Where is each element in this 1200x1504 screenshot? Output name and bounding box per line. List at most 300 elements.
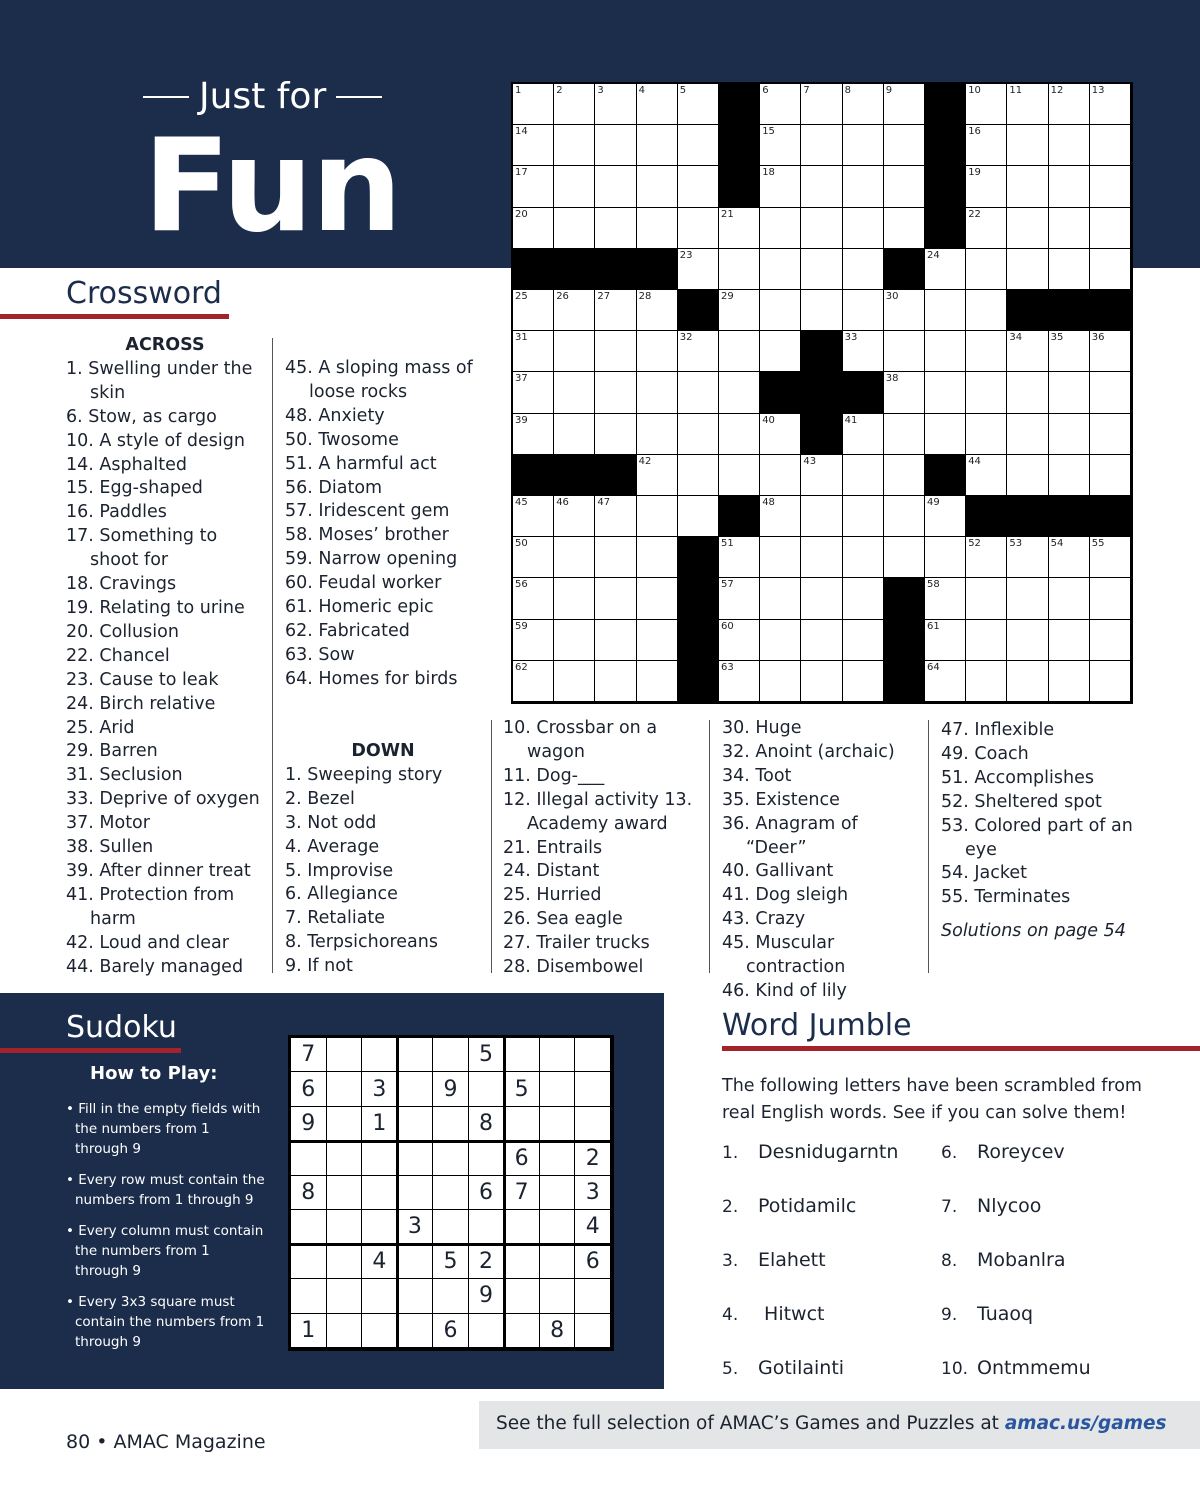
crossword-cell[interactable] [1007, 84, 1048, 125]
crossword-cell[interactable] [554, 414, 595, 455]
sudoku-empty-cell[interactable] [575, 1107, 611, 1141]
crossword-cell[interactable] [513, 372, 554, 413]
crossword-cell[interactable] [801, 166, 842, 207]
crossword-black-square [678, 290, 719, 331]
sudoku-empty-cell[interactable] [433, 1141, 469, 1175]
crossword-cell[interactable] [884, 125, 925, 166]
crossword-cell[interactable] [966, 537, 1007, 578]
crossword-cell[interactable] [843, 537, 884, 578]
sudoku-empty-cell[interactable] [504, 1210, 540, 1244]
crossword-clue-number: 44 [968, 455, 981, 467]
crossword-clue-number: 4 [638, 85, 645, 96]
crossword-cell[interactable] [801, 125, 842, 166]
crossword-cell[interactable] [925, 331, 966, 372]
crossword-cell[interactable] [1090, 208, 1131, 249]
crossword-cell[interactable] [554, 290, 595, 331]
crossword-cell[interactable] [719, 455, 760, 496]
crossword-cell[interactable] [966, 661, 1007, 702]
crossword-cell[interactable] [678, 249, 719, 290]
header-kicker [143, 76, 382, 117]
crossword-cell[interactable] [884, 414, 925, 455]
crossword-cell[interactable] [1090, 414, 1131, 455]
crossword-cell[interactable] [513, 290, 554, 331]
sudoku-empty-cell[interactable] [327, 1314, 363, 1348]
sudoku-empty-cell[interactable] [540, 1210, 576, 1244]
sudoku-empty-cell[interactable] [398, 1072, 434, 1106]
across-clues-column-1 [66, 334, 264, 979]
crossword-cell[interactable] [719, 249, 760, 290]
crossword-cell[interactable] [925, 372, 966, 413]
crossword-cell[interactable] [1090, 537, 1131, 578]
sudoku-empty-cell[interactable] [398, 1107, 434, 1141]
crossword-cell[interactable] [513, 84, 554, 125]
sudoku-empty-cell[interactable] [469, 1141, 505, 1175]
crossword-cell[interactable] [801, 661, 842, 702]
crossword-cell[interactable] [1007, 578, 1048, 619]
crossword-cell[interactable] [1049, 414, 1090, 455]
crossword-cell[interactable] [719, 620, 760, 661]
sudoku-empty-cell[interactable] [327, 1038, 363, 1072]
sudoku-empty-cell[interactable] [575, 1314, 611, 1348]
sudoku-empty-cell[interactable] [469, 1314, 505, 1348]
crossword-cell[interactable] [595, 166, 636, 207]
sudoku-empty-cell[interactable] [398, 1038, 434, 1072]
crossword-cell[interactable] [595, 372, 636, 413]
crossword-cell[interactable] [678, 372, 719, 413]
sudoku-empty-cell[interactable] [433, 1038, 469, 1072]
crossword-cell[interactable] [966, 166, 1007, 207]
crossword-cell[interactable] [966, 125, 1007, 166]
sudoku-empty-cell[interactable] [291, 1141, 327, 1175]
crossword-cell[interactable] [801, 496, 842, 537]
crossword-cell[interactable] [925, 578, 966, 619]
crossword-cell[interactable] [1049, 372, 1090, 413]
crossword-cell[interactable] [678, 331, 719, 372]
sudoku-given-cell: 9 [469, 1279, 505, 1313]
crossword-cell[interactable] [925, 290, 966, 331]
across-clue: 29. Barren [66, 741, 158, 762]
crossword-cell[interactable] [1090, 578, 1131, 619]
sudoku-given-cell: 3 [362, 1072, 398, 1106]
crossword-cell[interactable] [843, 578, 884, 619]
crossword-cell[interactable] [884, 331, 925, 372]
crossword-cell[interactable] [1090, 661, 1131, 702]
jumble-scrambled-word: Desnidugarntn [758, 1141, 899, 1163]
crossword-cell[interactable] [513, 414, 554, 455]
sudoku-given-cell: 4 [362, 1245, 398, 1279]
crossword-cell[interactable] [966, 208, 1007, 249]
sudoku-empty-cell[interactable] [540, 1279, 576, 1313]
crossword-cell[interactable] [884, 84, 925, 125]
kicker-dash-right [336, 96, 382, 98]
sudoku-given-cell: 6 [575, 1245, 611, 1279]
sudoku-empty-cell[interactable] [327, 1279, 363, 1313]
crossword-cell[interactable] [760, 620, 801, 661]
crossword-cell[interactable] [760, 84, 801, 125]
sudoku-empty-cell[interactable] [327, 1141, 363, 1175]
crossword-cell[interactable] [554, 620, 595, 661]
column-divider [928, 720, 929, 973]
crossword-cell[interactable] [513, 166, 554, 207]
sudoku-given-cell: 6 [469, 1176, 505, 1210]
sudoku-empty-cell[interactable] [469, 1210, 505, 1244]
sudoku-empty-cell[interactable] [327, 1210, 363, 1244]
crossword-cell[interactable] [637, 496, 678, 537]
crossword-cell[interactable] [760, 125, 801, 166]
crossword-cell[interactable] [925, 661, 966, 702]
crossword-clue-number: 23 [679, 249, 693, 261]
crossword-cell[interactable] [1049, 249, 1090, 290]
crossword-cell[interactable] [554, 496, 595, 537]
crossword-clue-number: 24 [927, 249, 940, 261]
crossword-cell[interactable] [1090, 620, 1131, 661]
crossword-cell[interactable] [843, 125, 884, 166]
crossword-cell[interactable] [1007, 125, 1048, 166]
crossword-cell[interactable] [843, 290, 884, 331]
sudoku-empty-cell[interactable] [327, 1245, 363, 1279]
down-clue: 54. Jacket [941, 863, 1028, 884]
sudoku-empty-cell[interactable] [433, 1279, 469, 1313]
crossword-cell[interactable] [760, 496, 801, 537]
crossword-clue-number: 53 [1009, 538, 1023, 550]
sudoku-empty-cell[interactable] [540, 1176, 576, 1210]
crossword-cell[interactable] [554, 125, 595, 166]
crossword-cell[interactable] [1007, 166, 1048, 207]
crossword-cell[interactable] [843, 496, 884, 537]
sudoku-empty-cell[interactable] [398, 1279, 434, 1313]
crossword-cell[interactable] [1007, 208, 1048, 249]
crossword-cell[interactable] [678, 496, 719, 537]
jumble-item [941, 1357, 1091, 1379]
crossword-cell[interactable] [925, 249, 966, 290]
crossword-cell[interactable] [1049, 661, 1090, 702]
crossword-cell[interactable] [966, 372, 1007, 413]
sudoku-empty-cell[interactable] [327, 1107, 363, 1141]
sudoku-empty-cell[interactable] [291, 1245, 327, 1279]
crossword-cell[interactable] [678, 455, 719, 496]
crossword-cell[interactable] [678, 84, 719, 125]
sudoku-empty-cell[interactable] [433, 1176, 469, 1210]
sudoku-empty-cell[interactable] [362, 1141, 398, 1175]
crossword-cell[interactable] [637, 620, 678, 661]
crossword-cell[interactable] [925, 620, 966, 661]
sudoku-empty-cell[interactable] [291, 1210, 327, 1244]
crossword-cell[interactable] [595, 578, 636, 619]
sudoku-box-divider [291, 1243, 611, 1246]
crossword-cell[interactable] [884, 372, 925, 413]
crossword-cell[interactable] [1090, 455, 1131, 496]
crossword-cell[interactable] [966, 290, 1007, 331]
games-link[interactable]: amac.us/games [1004, 1413, 1167, 1434]
crossword-cell[interactable] [801, 208, 842, 249]
crossword-cell[interactable] [884, 537, 925, 578]
crossword-cell[interactable] [1049, 620, 1090, 661]
crossword-clue-number: 35 [1050, 332, 1064, 344]
crossword-cell[interactable] [1007, 620, 1048, 661]
crossword-cell[interactable] [513, 620, 554, 661]
sudoku-empty-cell[interactable] [433, 1107, 469, 1141]
header-title: Fun [143, 112, 401, 261]
jumble-item-number: 4. [722, 1305, 739, 1325]
crossword-cell[interactable] [678, 208, 719, 249]
down-clue: 24. Distant [503, 861, 600, 882]
crossword-cell[interactable] [554, 537, 595, 578]
crossword-cell[interactable] [595, 496, 636, 537]
sudoku-given-cell: 6 [433, 1314, 469, 1348]
sudoku-empty-cell[interactable] [433, 1210, 469, 1244]
sudoku-empty-cell[interactable] [362, 1210, 398, 1244]
crossword-clue-number: 36 [1091, 332, 1105, 344]
crossword-cell[interactable] [678, 125, 719, 166]
crossword-cell[interactable] [595, 84, 636, 125]
crossword-cell[interactable] [595, 290, 636, 331]
crossword-cell[interactable] [1090, 84, 1131, 125]
crossword-cell[interactable] [513, 661, 554, 702]
crossword-cell[interactable] [884, 208, 925, 249]
crossword-cell[interactable] [801, 537, 842, 578]
crossword-cell[interactable] [595, 208, 636, 249]
crossword-cell[interactable] [719, 661, 760, 702]
down-clue: 45. Muscular contraction [722, 933, 846, 978]
crossword-cell[interactable] [884, 455, 925, 496]
crossword-cell[interactable] [1049, 537, 1090, 578]
crossword-cell[interactable] [637, 661, 678, 702]
crossword-clue-number: 9 [885, 85, 893, 96]
sudoku-empty-cell[interactable] [575, 1072, 611, 1106]
crossword-cell[interactable] [719, 331, 760, 372]
across-clue: 38. Sullen [66, 837, 154, 858]
down-clues-column-3 [722, 717, 922, 1004]
crossword-black-square [801, 331, 842, 372]
crossword-cell[interactable] [554, 661, 595, 702]
down-clues-column-4 [941, 719, 1141, 944]
crossword-cell[interactable] [719, 537, 760, 578]
crossword-cell[interactable] [1007, 372, 1048, 413]
crossword-black-square [513, 455, 554, 496]
sudoku-empty-cell[interactable] [540, 1245, 576, 1279]
down-clue: 25. Hurried [503, 885, 602, 906]
crossword-clue-number: 49 [927, 497, 940, 508]
crossword-cell[interactable] [719, 578, 760, 619]
crossword-cell[interactable] [595, 331, 636, 372]
crossword-black-square [719, 84, 760, 125]
crossword-cell[interactable] [1090, 331, 1131, 372]
crossword-black-square [925, 166, 966, 207]
crossword-cell[interactable] [637, 290, 678, 331]
crossword-cell[interactable] [760, 455, 801, 496]
crossword-cell[interactable] [637, 578, 678, 619]
sudoku-empty-cell[interactable] [362, 1279, 398, 1313]
crossword-cell[interactable] [760, 331, 801, 372]
crossword-cell[interactable] [1090, 166, 1131, 207]
crossword-cell[interactable] [637, 455, 678, 496]
crossword-cell[interactable] [1090, 372, 1131, 413]
crossword-cell[interactable] [1049, 125, 1090, 166]
crossword-cell[interactable] [637, 537, 678, 578]
crossword-cell[interactable] [884, 166, 925, 207]
sudoku-given-cell: 2 [575, 1141, 611, 1175]
jumble-item [941, 1195, 1041, 1217]
crossword-cell[interactable] [1090, 249, 1131, 290]
crossword-cell[interactable] [1090, 125, 1131, 166]
crossword-cell[interactable] [801, 290, 842, 331]
sudoku-empty-cell[interactable] [362, 1038, 398, 1072]
crossword-cell[interactable] [843, 414, 884, 455]
crossword-cell[interactable] [554, 166, 595, 207]
crossword-cell[interactable] [1007, 331, 1048, 372]
crossword-clue-number: 22 [968, 208, 981, 220]
crossword-cell[interactable] [1049, 84, 1090, 125]
crossword-cell[interactable] [719, 208, 760, 249]
sudoku-empty-cell[interactable] [362, 1314, 398, 1348]
crossword-cell[interactable] [554, 331, 595, 372]
crossword-cell[interactable] [843, 620, 884, 661]
crossword-cell[interactable] [801, 84, 842, 125]
crossword-cell[interactable] [966, 249, 1007, 290]
crossword-cell[interactable] [595, 537, 636, 578]
crossword-cell[interactable] [1049, 578, 1090, 619]
crossword-cell[interactable] [1049, 455, 1090, 496]
sudoku-empty-cell[interactable] [575, 1038, 611, 1072]
crossword-cell[interactable] [595, 661, 636, 702]
down-clue: 27. Trailer trucks [503, 933, 650, 954]
crossword-cell[interactable] [884, 496, 925, 537]
across-clue: 20. Collusion [66, 621, 179, 642]
jumble-scrambled-word: Roreycev [977, 1141, 1065, 1163]
crossword-cell[interactable] [801, 620, 842, 661]
crossword-cell[interactable] [843, 208, 884, 249]
crossword-cell[interactable] [925, 537, 966, 578]
jumble-item-number: 3. [722, 1251, 739, 1271]
crossword-cell[interactable] [843, 84, 884, 125]
crossword-cell[interactable] [678, 166, 719, 207]
crossword-cell[interactable] [678, 414, 719, 455]
sudoku-empty-cell[interactable] [504, 1245, 540, 1279]
crossword-cell[interactable] [1049, 331, 1090, 372]
sudoku-empty-cell[interactable] [398, 1314, 434, 1348]
crossword-cell[interactable] [760, 166, 801, 207]
crossword-cell[interactable] [843, 331, 884, 372]
crossword-black-square [925, 208, 966, 249]
crossword-cell[interactable] [1049, 208, 1090, 249]
sudoku-empty-cell[interactable] [504, 1107, 540, 1141]
across-clue: 37. Motor [66, 813, 150, 834]
crossword-cell[interactable] [637, 414, 678, 455]
crossword-cell[interactable] [1007, 414, 1048, 455]
crossword-cell[interactable] [595, 620, 636, 661]
crossword-cell[interactable] [760, 578, 801, 619]
crossword-cell[interactable] [760, 290, 801, 331]
sudoku-empty-cell[interactable] [398, 1245, 434, 1279]
crossword-cell[interactable] [637, 166, 678, 207]
crossword-cell[interactable] [801, 455, 842, 496]
crossword-cell[interactable] [760, 661, 801, 702]
crossword-cell[interactable] [637, 84, 678, 125]
crossword-cell[interactable] [966, 331, 1007, 372]
sudoku-box-divider [291, 1140, 611, 1143]
sudoku-empty-cell[interactable] [327, 1176, 363, 1210]
sudoku-empty-cell[interactable] [291, 1279, 327, 1313]
crossword-cell[interactable] [637, 208, 678, 249]
sudoku-empty-cell[interactable] [504, 1038, 540, 1072]
sudoku-empty-cell[interactable] [398, 1141, 434, 1175]
crossword-cell[interactable] [637, 372, 678, 413]
crossword-cell[interactable] [760, 414, 801, 455]
crossword-cell[interactable] [966, 84, 1007, 125]
crossword-cell[interactable] [966, 620, 1007, 661]
crossword-cell[interactable] [760, 249, 801, 290]
crossword-clue-number: 16 [968, 126, 981, 138]
crossword-cell[interactable] [1007, 455, 1048, 496]
across-clue: 41. Protection from harm [66, 884, 235, 929]
crossword-cell[interactable] [719, 372, 760, 413]
across-clue: 48. Anxiety [285, 405, 385, 426]
sudoku-empty-cell[interactable] [540, 1107, 576, 1141]
crossword-cell[interactable] [925, 414, 966, 455]
crossword-cell[interactable] [513, 537, 554, 578]
crossword-cell[interactable] [801, 249, 842, 290]
sudoku-empty-cell[interactable] [504, 1314, 540, 1348]
crossword-cell[interactable] [719, 414, 760, 455]
crossword-cell[interactable] [1007, 661, 1048, 702]
crossword-clue-number: 25 [515, 291, 528, 302]
crossword-cell[interactable] [637, 331, 678, 372]
crossword-cell[interactable] [843, 249, 884, 290]
crossword-cell[interactable] [595, 125, 636, 166]
crossword-cell[interactable] [513, 208, 554, 249]
crossword-cell[interactable] [1049, 166, 1090, 207]
sudoku-empty-cell[interactable] [504, 1279, 540, 1313]
crossword-cell[interactable] [925, 496, 966, 537]
down-clue: 34. Toot [722, 765, 792, 786]
crossword-cell[interactable] [513, 578, 554, 619]
crossword-cell[interactable] [843, 455, 884, 496]
crossword-cell[interactable] [966, 578, 1007, 619]
crossword-cell[interactable] [554, 578, 595, 619]
across-clue: 19. Relating to urine [66, 597, 245, 618]
crossword-cell[interactable] [513, 496, 554, 537]
sudoku-empty-cell[interactable] [575, 1279, 611, 1313]
crossword-cell[interactable] [801, 578, 842, 619]
crossword-cell[interactable] [966, 414, 1007, 455]
sudoku-empty-cell[interactable] [540, 1038, 576, 1072]
crossword-cell[interactable] [1007, 249, 1048, 290]
crossword-cell[interactable] [760, 208, 801, 249]
sudoku-empty-cell[interactable] [362, 1176, 398, 1210]
crossword-cell[interactable] [554, 372, 595, 413]
crossword-cell[interactable] [513, 125, 554, 166]
crossword-cell[interactable] [966, 455, 1007, 496]
sudoku-empty-cell[interactable] [327, 1072, 363, 1106]
crossword-cell[interactable] [554, 208, 595, 249]
crossword-cell[interactable] [884, 290, 925, 331]
crossword-cell[interactable] [843, 661, 884, 702]
sudoku-empty-cell[interactable] [540, 1072, 576, 1106]
crossword-cell[interactable] [760, 537, 801, 578]
across-clue: 61. Homeric epic [285, 597, 434, 618]
crossword-cell[interactable] [595, 414, 636, 455]
crossword-cell[interactable] [719, 290, 760, 331]
sudoku-empty-cell[interactable] [540, 1141, 576, 1175]
crossword-cell[interactable] [637, 125, 678, 166]
crossword-cell[interactable] [513, 331, 554, 372]
crossword-cell[interactable] [1007, 537, 1048, 578]
crossword-cell[interactable] [843, 166, 884, 207]
sudoku-empty-cell[interactable] [469, 1072, 505, 1106]
sudoku-empty-cell[interactable] [398, 1176, 434, 1210]
crossword-black-square [678, 661, 719, 702]
crossword-cell[interactable] [554, 84, 595, 125]
